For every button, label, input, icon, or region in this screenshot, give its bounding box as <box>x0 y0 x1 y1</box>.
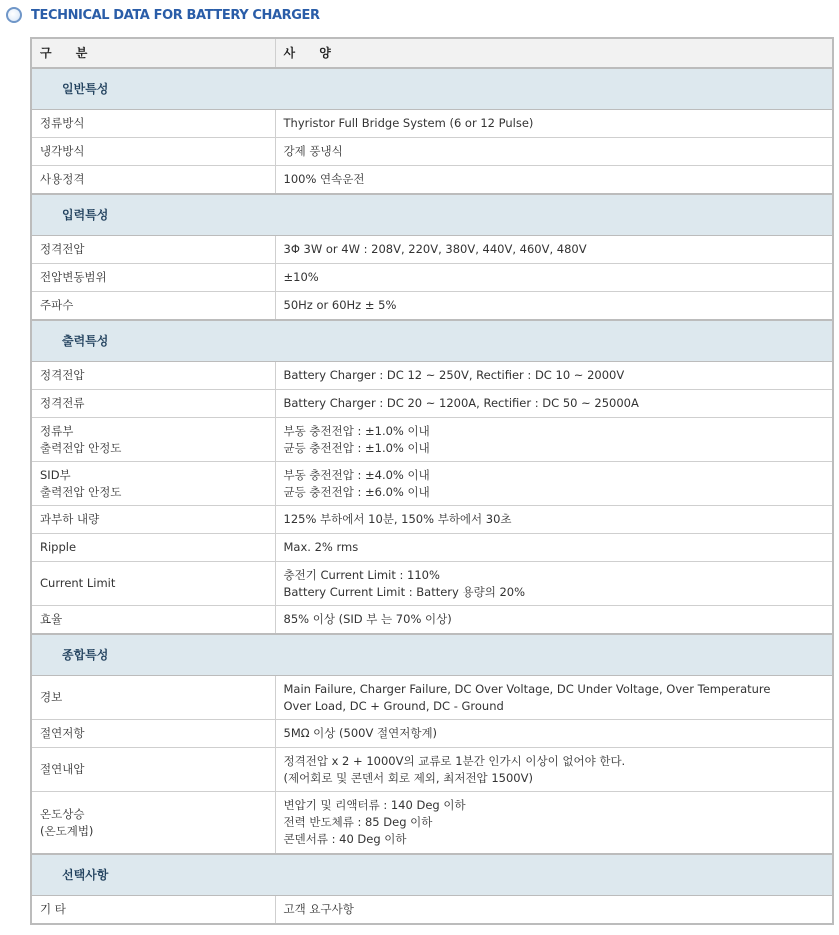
row-label <box>31 138 275 166</box>
row-label-line: 냉각방식 <box>40 144 85 158</box>
table-row <box>31 138 833 166</box>
row-value <box>275 462 833 506</box>
row-value <box>275 292 833 321</box>
row-value <box>275 606 833 635</box>
table-row <box>31 362 833 390</box>
row-label-line: 출력전압 안정도 <box>40 440 122 455</box>
row-value-line: 3Φ 3W or 4W : 208V, 220V, 380V, 440V, 460V, 480V <box>283 242 587 256</box>
row-label-line: 사용정격 <box>40 172 85 186</box>
row-value-line: 콘덴서류 : 40 Deg 이하 <box>283 832 407 846</box>
row-value-line: Max. 2% rms <box>283 540 359 554</box>
section-title: 선택사항 <box>31 854 833 896</box>
row-label <box>31 506 275 534</box>
row-value-line: 5MΩ 이상 (500V 절연저항계) <box>283 726 438 740</box>
row-label-line: 정류부 <box>40 423 74 438</box>
row-label-line: 정류방식 <box>40 116 85 130</box>
row-label <box>31 606 275 635</box>
row-label-line: 출력전압 안정도 <box>40 484 122 499</box>
spec-table-body <box>31 68 833 924</box>
row-value-line: Over Load, DC + Ground, DC - Ground <box>283 698 504 713</box>
table-row <box>31 506 833 534</box>
table-row <box>31 166 833 195</box>
row-label-line: SID부 <box>40 467 71 482</box>
row-value <box>275 110 833 138</box>
row-value-line: 부동 충전전압 : ±1.0% 이내 <box>283 423 430 438</box>
row-label-line: 정격전압 <box>40 242 85 256</box>
section-heading <box>6 4 320 26</box>
section-title: 출력특성 <box>31 320 833 362</box>
table-row <box>31 792 833 855</box>
row-value-line: Thyristor Full Bridge System (6 or 12 Pulse) <box>283 116 534 130</box>
row-value <box>275 264 833 292</box>
row-value-line: 부동 충전전압 : ±4.0% 이내 <box>283 467 430 482</box>
row-value-line: 강제 풍냉식 <box>283 144 343 158</box>
row-label <box>31 362 275 390</box>
table-row <box>31 236 833 264</box>
table-row <box>31 676 833 720</box>
row-label-line: 과부하 내량 <box>40 512 100 526</box>
row-label <box>31 166 275 195</box>
row-label <box>31 390 275 418</box>
row-label <box>31 676 275 720</box>
row-label <box>31 720 275 748</box>
row-value <box>275 720 833 748</box>
table-row <box>31 418 833 462</box>
row-value-line: 정격전압 x 2 + 1000V의 교류로 1분간 인가시 이상이 없어야 한다. <box>283 753 626 768</box>
row-value <box>275 362 833 390</box>
row-value <box>275 166 833 195</box>
row-value-line: Battery Current Limit : Battery 용량의 20% <box>283 584 526 599</box>
row-value-line: 전력 반도체류 : 85 Deg 이하 <box>283 815 433 829</box>
row-label-line: Ripple <box>40 540 77 554</box>
row-value-line: 균등 충전전압 : ±6.0% 이내 <box>283 484 430 499</box>
section-row <box>31 854 833 896</box>
section-row <box>31 634 833 676</box>
row-value-line: 충전기 Current Limit : 110% <box>283 567 440 582</box>
row-value <box>275 236 833 264</box>
row-label <box>31 418 275 462</box>
row-value-line: (제어회로 및 콘덴서 회로 제외, 최저전압 1500V) <box>283 770 533 785</box>
row-value-line: 100% 연속운전 <box>283 172 365 186</box>
row-value-line: Battery Charger : DC 20 ~ 1200A, Rectifier : DC 50 ~ 25000A <box>283 396 639 410</box>
row-value <box>275 792 833 855</box>
row-label <box>31 534 275 562</box>
row-value-line: Main Failure, Charger Failure, DC Over Voltage, DC Under Voltage, Over Temperature <box>283 681 771 696</box>
column-header-category: 구 분 <box>31 38 275 68</box>
row-label <box>31 236 275 264</box>
circle-bullet-icon <box>6 7 22 23</box>
row-label-line: 정격전류 <box>40 396 85 410</box>
row-label-line: 주파수 <box>40 298 74 312</box>
table-row <box>31 562 833 606</box>
row-label <box>31 462 275 506</box>
section-title: 종합특성 <box>31 634 833 676</box>
row-label-line: (온도계법) <box>40 823 94 838</box>
row-value <box>275 390 833 418</box>
row-label <box>31 896 275 925</box>
table-row <box>31 720 833 748</box>
row-label-line: 절연저항 <box>40 726 85 740</box>
table-row <box>31 390 833 418</box>
section-title: 입력특성 <box>31 194 833 236</box>
table-row <box>31 896 833 925</box>
table-header-row <box>31 38 833 68</box>
row-label <box>31 292 275 321</box>
row-value-line: 균등 충전전압 : ±1.0% 이내 <box>283 440 430 455</box>
row-label <box>31 264 275 292</box>
table-row <box>31 292 833 321</box>
table-row <box>31 606 833 635</box>
table-row <box>31 748 833 792</box>
row-label <box>31 562 275 606</box>
row-value <box>275 138 833 166</box>
section-row <box>31 68 833 110</box>
row-value <box>275 562 833 606</box>
row-value <box>275 506 833 534</box>
row-value <box>275 896 833 925</box>
row-label-line: 경보 <box>40 690 63 704</box>
row-label <box>31 110 275 138</box>
row-label-line: 절연내압 <box>40 762 85 776</box>
row-value-line: 50Hz or 60Hz ± 5% <box>283 298 397 312</box>
row-value-line: ±10% <box>283 270 319 284</box>
row-value-line: 고객 요구사항 <box>283 902 354 916</box>
row-label-line: 온도상승 <box>40 806 85 821</box>
section-row <box>31 320 833 362</box>
column-header-spec: 사 양 <box>275 38 833 68</box>
row-value <box>275 676 833 720</box>
row-value <box>275 534 833 562</box>
section-title: 일반특성 <box>31 68 833 110</box>
row-label-line: 기 타 <box>40 902 66 916</box>
row-value <box>275 748 833 792</box>
table-row <box>31 264 833 292</box>
table-row <box>31 462 833 506</box>
row-value-line: 125% 부하에서 10분, 150% 부하에서 30초 <box>283 512 512 526</box>
row-label-line: 정격전압 <box>40 368 85 382</box>
row-label-line: Current Limit <box>40 576 116 590</box>
row-value <box>275 418 833 462</box>
row-label-line: 효율 <box>40 612 63 626</box>
spec-table <box>30 37 834 925</box>
page-title: TECHNICAL DATA FOR BATTERY CHARGER <box>31 7 320 23</box>
table-row <box>31 534 833 562</box>
row-label-line: 전압변동범위 <box>40 270 107 284</box>
row-value-line: Battery Charger : DC 12 ~ 250V, Rectifier : DC 10 ~ 2000V <box>283 368 625 382</box>
table-row <box>31 110 833 138</box>
row-value-line: 85% 이상 (SID 부 는 70% 이상) <box>283 612 452 626</box>
row-value-line: 변압기 및 리액터류 : 140 Deg 이하 <box>283 798 466 812</box>
row-label <box>31 748 275 792</box>
section-row <box>31 194 833 236</box>
row-label <box>31 792 275 855</box>
